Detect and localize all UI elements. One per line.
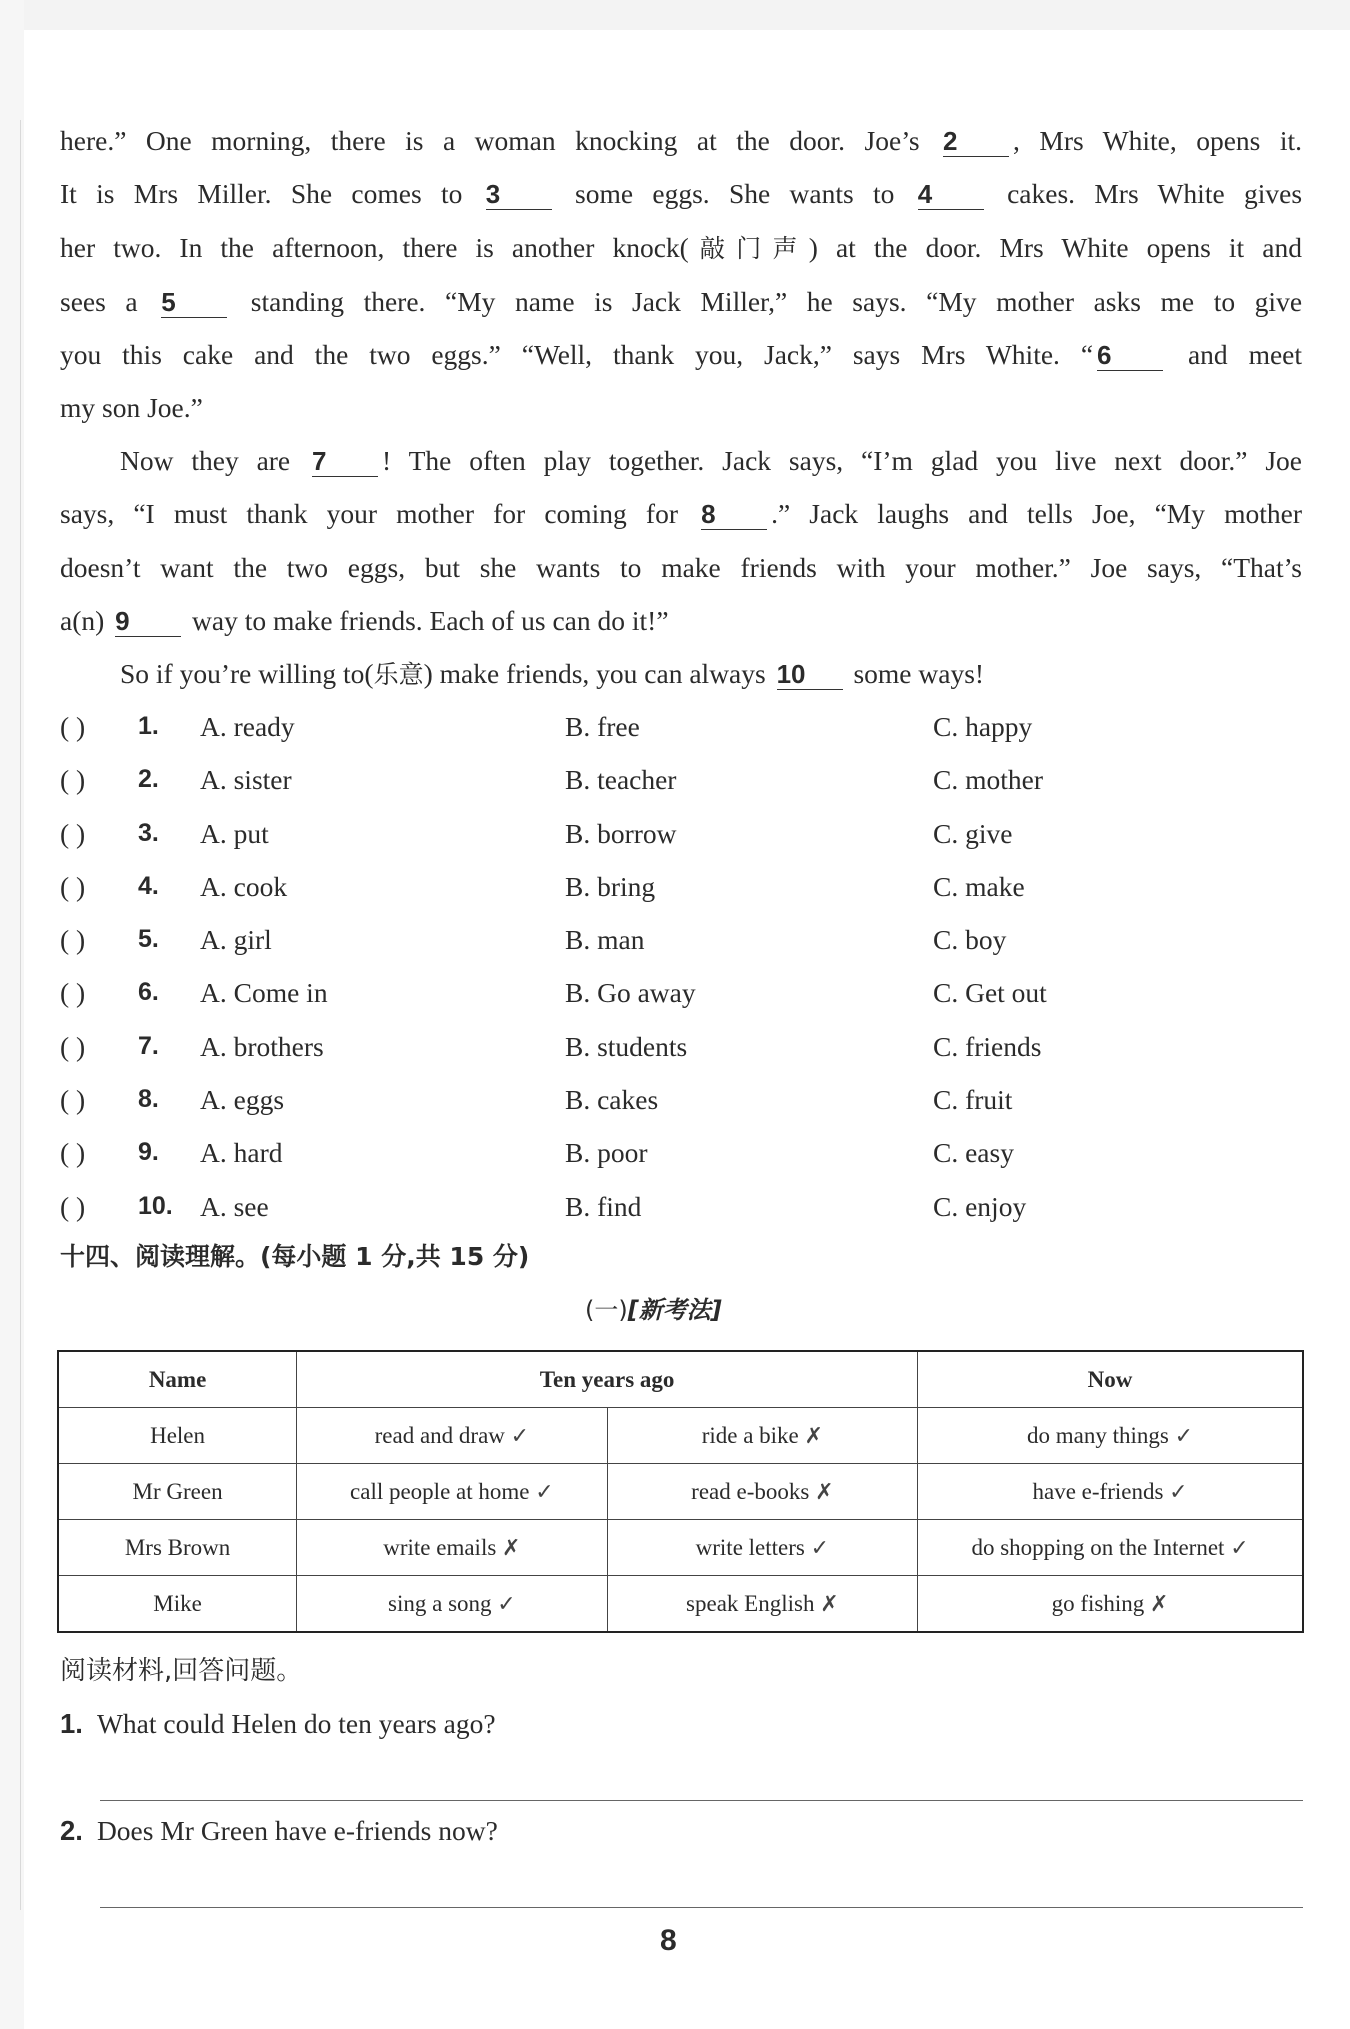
cell-ago-2: ride a bike ✗ (607, 1408, 918, 1464)
passage-text: cakes. Mrs White gives (1007, 178, 1303, 210)
answer-paren[interactable]: ( ) (60, 924, 86, 956)
option-a[interactable]: A. girl (200, 924, 272, 956)
reading-question-2 (60, 1815, 498, 1847)
blank-5[interactable]: 5 (161, 287, 227, 318)
passage-line (60, 541, 1302, 594)
section-title: 十四、阅读理解。(每小题 1 分,共 15 分) (60, 1242, 530, 1271)
passage-text: , Mrs White, opens it. (1013, 125, 1303, 156)
passage-text: here.” One morning, there is a woman knocking at the door. Joe’s (60, 125, 920, 156)
header-now: Now (918, 1351, 1303, 1408)
question-text: What could Helen do ten years ago? (96, 1708, 496, 1739)
passage-text: ) make friends, you can always (423, 658, 766, 689)
cell-ago-1: call people at home ✓ (297, 1464, 607, 1520)
option-b[interactable]: B. bring (565, 870, 656, 902)
blank-6[interactable]: 6 (1097, 340, 1163, 371)
answer-paren[interactable]: ( ) (60, 870, 86, 902)
table-row (58, 1464, 1303, 1520)
cross-mark: ✗ (1150, 1591, 1169, 1617)
reading-table (57, 1350, 1304, 1633)
cell-ago-1: write emails ✗ (297, 1520, 607, 1576)
passage-text: way to make friends. Each of us can do it!” (192, 604, 669, 636)
scan-top-edge (0, 0, 1350, 30)
blank-8[interactable]: 8 (701, 499, 767, 530)
passage-text: you this cake and the two eggs.” “Well, thank you, Jack,” says Mrs White. “ (60, 339, 1094, 371)
blank-7[interactable]: 7 (312, 446, 378, 477)
table-row (58, 1408, 1303, 1464)
header-name: Name (58, 1351, 297, 1408)
option-a[interactable]: A. ready (200, 711, 295, 742)
passage-line (60, 167, 1302, 220)
cross-mark: ✗ (804, 1423, 823, 1449)
option-c[interactable]: C. enjoy (933, 1190, 1027, 1222)
option-c[interactable]: C. friends (933, 1030, 1042, 1062)
option-b[interactable]: B. teacher (565, 764, 677, 796)
header-ten-years-ago: Ten years ago (297, 1351, 918, 1408)
cell-now: do shopping on the Internet ✓ (918, 1520, 1303, 1576)
option-c[interactable]: C. boy (933, 924, 1007, 956)
option-c[interactable]: C. make (933, 870, 1025, 902)
cross-mark: ✗ (502, 1535, 521, 1561)
passage-text: some eggs. She wants to (575, 178, 895, 210)
cell-now: go fishing ✗ (918, 1576, 1303, 1633)
passage-text: some ways! (853, 658, 985, 689)
choice-question (60, 860, 1310, 913)
cell-ago-2: speak English ✗ (607, 1576, 918, 1633)
cross-mark: ✗ (815, 1479, 834, 1505)
cell-ago-1: read and draw ✓ (297, 1408, 607, 1464)
passage-line (60, 221, 1302, 275)
table-header-row (58, 1351, 1303, 1408)
question-number: 7. (138, 1031, 159, 1060)
cell-name: Mr Green (58, 1464, 297, 1520)
answer-paren[interactable]: ( ) (60, 711, 86, 742)
blank-4[interactable]: 4 (918, 179, 984, 210)
answer-paren[interactable]: ( ) (60, 817, 86, 849)
choice-question (60, 1073, 1310, 1126)
option-b[interactable]: B. Go away (565, 977, 696, 1009)
option-c[interactable]: C. fruit (933, 1084, 1013, 1116)
option-b[interactable]: B. man (565, 924, 645, 956)
cell-name: Mike (58, 1576, 297, 1633)
choice-question (60, 1180, 1310, 1233)
question-number: 1. (60, 1708, 83, 1739)
passage-text: standing there. “My name is Jack Miller,” he says. “My mother asks me to give (250, 285, 1303, 317)
answer-paren[interactable]: ( ) (60, 1084, 86, 1116)
option-c[interactable]: C. easy (933, 1137, 1014, 1169)
subsection-number: (一) (585, 1296, 628, 1324)
check-mark: ✓ (510, 1423, 530, 1449)
passage-line (60, 647, 1302, 701)
passage-line (60, 381, 1302, 434)
blank-10[interactable]: 10 (777, 659, 843, 690)
passage-text: my son Joe.” (60, 392, 203, 424)
passage-line (60, 487, 1302, 540)
passage-paragraph-1 (60, 114, 1302, 435)
answer-line-1[interactable] (100, 1800, 1303, 1801)
answer-paren[interactable]: ( ) (60, 1030, 86, 1062)
question-number: 2. (138, 765, 159, 794)
option-b[interactable]: B. cakes (565, 1084, 659, 1116)
subsection-title (585, 1290, 722, 1325)
chinese-gloss: 乐意 (373, 660, 424, 689)
option-b[interactable]: B. students (565, 1030, 688, 1062)
option-a[interactable]: A. hard (200, 1137, 283, 1169)
option-c[interactable]: C. give (933, 817, 1013, 849)
option-b[interactable]: B. poor (565, 1137, 648, 1169)
passage-text: doesn’t want the two eggs, but she wants to make friends with your mother.” Joe says, “That’s (60, 551, 1302, 583)
check-mark: ✓ (497, 1591, 516, 1617)
answer-paren[interactable]: ( ) (60, 1137, 86, 1169)
passage-text: says, “I must thank your mother for coming for (60, 498, 678, 530)
margin-rule (20, 120, 21, 1910)
choice-question (60, 913, 1310, 966)
passage-text: ! The often play together. Jack says, “I’m glad you live next door.” Joe (382, 445, 1303, 476)
passage-text: It is Mrs Miller. She comes to (60, 178, 463, 210)
choice-question (60, 753, 1310, 806)
passage-paragraph-2 (60, 434, 1302, 647)
table-row (58, 1520, 1303, 1576)
question-number: 3. (138, 818, 159, 847)
cell-now: do many things ✓ (918, 1408, 1303, 1464)
blank-9[interactable]: 9 (115, 606, 181, 637)
option-a[interactable]: A. put (200, 817, 269, 849)
option-c[interactable]: C. happy (933, 711, 1033, 742)
passage-text: Now they are (120, 445, 291, 476)
page-number: 8 (660, 1924, 677, 1957)
cell-name: Mrs Brown (58, 1520, 297, 1576)
reading-question-1 (60, 1708, 496, 1740)
option-b[interactable]: B. free (565, 711, 640, 742)
answer-paren[interactable]: ( ) (60, 977, 86, 1009)
check-mark: ✓ (1174, 1423, 1194, 1449)
option-a[interactable]: A. cook (200, 870, 288, 902)
passage-line (60, 114, 1302, 167)
choice-question (60, 700, 1310, 753)
check-mark: ✓ (1230, 1535, 1249, 1561)
passage-text: ) at the door. Mrs White opens it and (808, 231, 1302, 263)
question-number: 5. (138, 925, 159, 954)
option-b[interactable]: B. find (565, 1190, 642, 1222)
question-number: 8. (138, 1085, 159, 1114)
question-number: 10. (138, 1191, 173, 1220)
new-exam-tag: [新考法] (627, 1296, 722, 1324)
passage-line (60, 328, 1302, 381)
question-number: 1. (138, 712, 159, 740)
question-text: Does Mr Green have e-friends now? (96, 1815, 498, 1846)
cell-name: Helen (58, 1408, 297, 1464)
option-a[interactable]: A. see (200, 1190, 269, 1222)
answer-paren[interactable]: ( ) (60, 764, 86, 796)
passage-text: sees a (60, 285, 138, 317)
question-number: 2. (60, 1815, 83, 1846)
option-a[interactable]: A. sister (200, 764, 292, 796)
instruction-text: 阅读材料,回答问题。 (60, 1656, 303, 1686)
passage-line (60, 275, 1302, 328)
answer-paren[interactable]: ( ) (60, 1190, 86, 1222)
question-number: 6. (138, 978, 159, 1007)
check-mark: ✓ (810, 1535, 830, 1561)
choice-question-list (60, 700, 1310, 1233)
choice-question (60, 1126, 1310, 1179)
passage-line (60, 594, 1302, 647)
passage-text: .” Jack laughs and tells Joe, “My mother (771, 498, 1302, 530)
option-c[interactable]: C. Get out (933, 977, 1047, 1009)
question-number: 4. (138, 871, 159, 900)
blank-2[interactable]: 2 (943, 126, 1009, 157)
check-mark: ✓ (535, 1479, 554, 1505)
choice-question (60, 807, 1310, 860)
question-number: 9. (138, 1138, 159, 1167)
choice-question (60, 1020, 1310, 1073)
passage-text: her two. In the afternoon, there is another knock( (60, 231, 689, 263)
passage-paragraph-3 (60, 647, 1302, 701)
passage-text: and meet (1187, 339, 1303, 371)
table-row (58, 1576, 1303, 1633)
choice-question (60, 966, 1310, 1019)
option-c[interactable]: C. mother (933, 764, 1043, 796)
option-b[interactable]: B. borrow (565, 817, 677, 849)
passage-text: a(n) (60, 604, 105, 636)
cell-ago-2: write letters ✓ (607, 1520, 918, 1576)
option-a[interactable]: A. eggs (200, 1084, 285, 1116)
blank-3[interactable]: 3 (486, 179, 552, 210)
cross-mark: ✗ (820, 1591, 839, 1617)
passage-text: So if you’re willing to( (120, 658, 374, 689)
chinese-gloss: 敲门声 (688, 233, 809, 263)
cell-now: have e-friends ✓ (918, 1464, 1303, 1520)
answer-line-2[interactable] (100, 1907, 1303, 1908)
option-a[interactable]: A. Come in (200, 977, 328, 1009)
option-a[interactable]: A. brothers (200, 1030, 324, 1062)
cell-ago-1: sing a song ✓ (297, 1576, 607, 1633)
check-mark: ✓ (1169, 1479, 1188, 1505)
passage-line (60, 434, 1302, 487)
cell-ago-2: read e-books ✗ (607, 1464, 918, 1520)
